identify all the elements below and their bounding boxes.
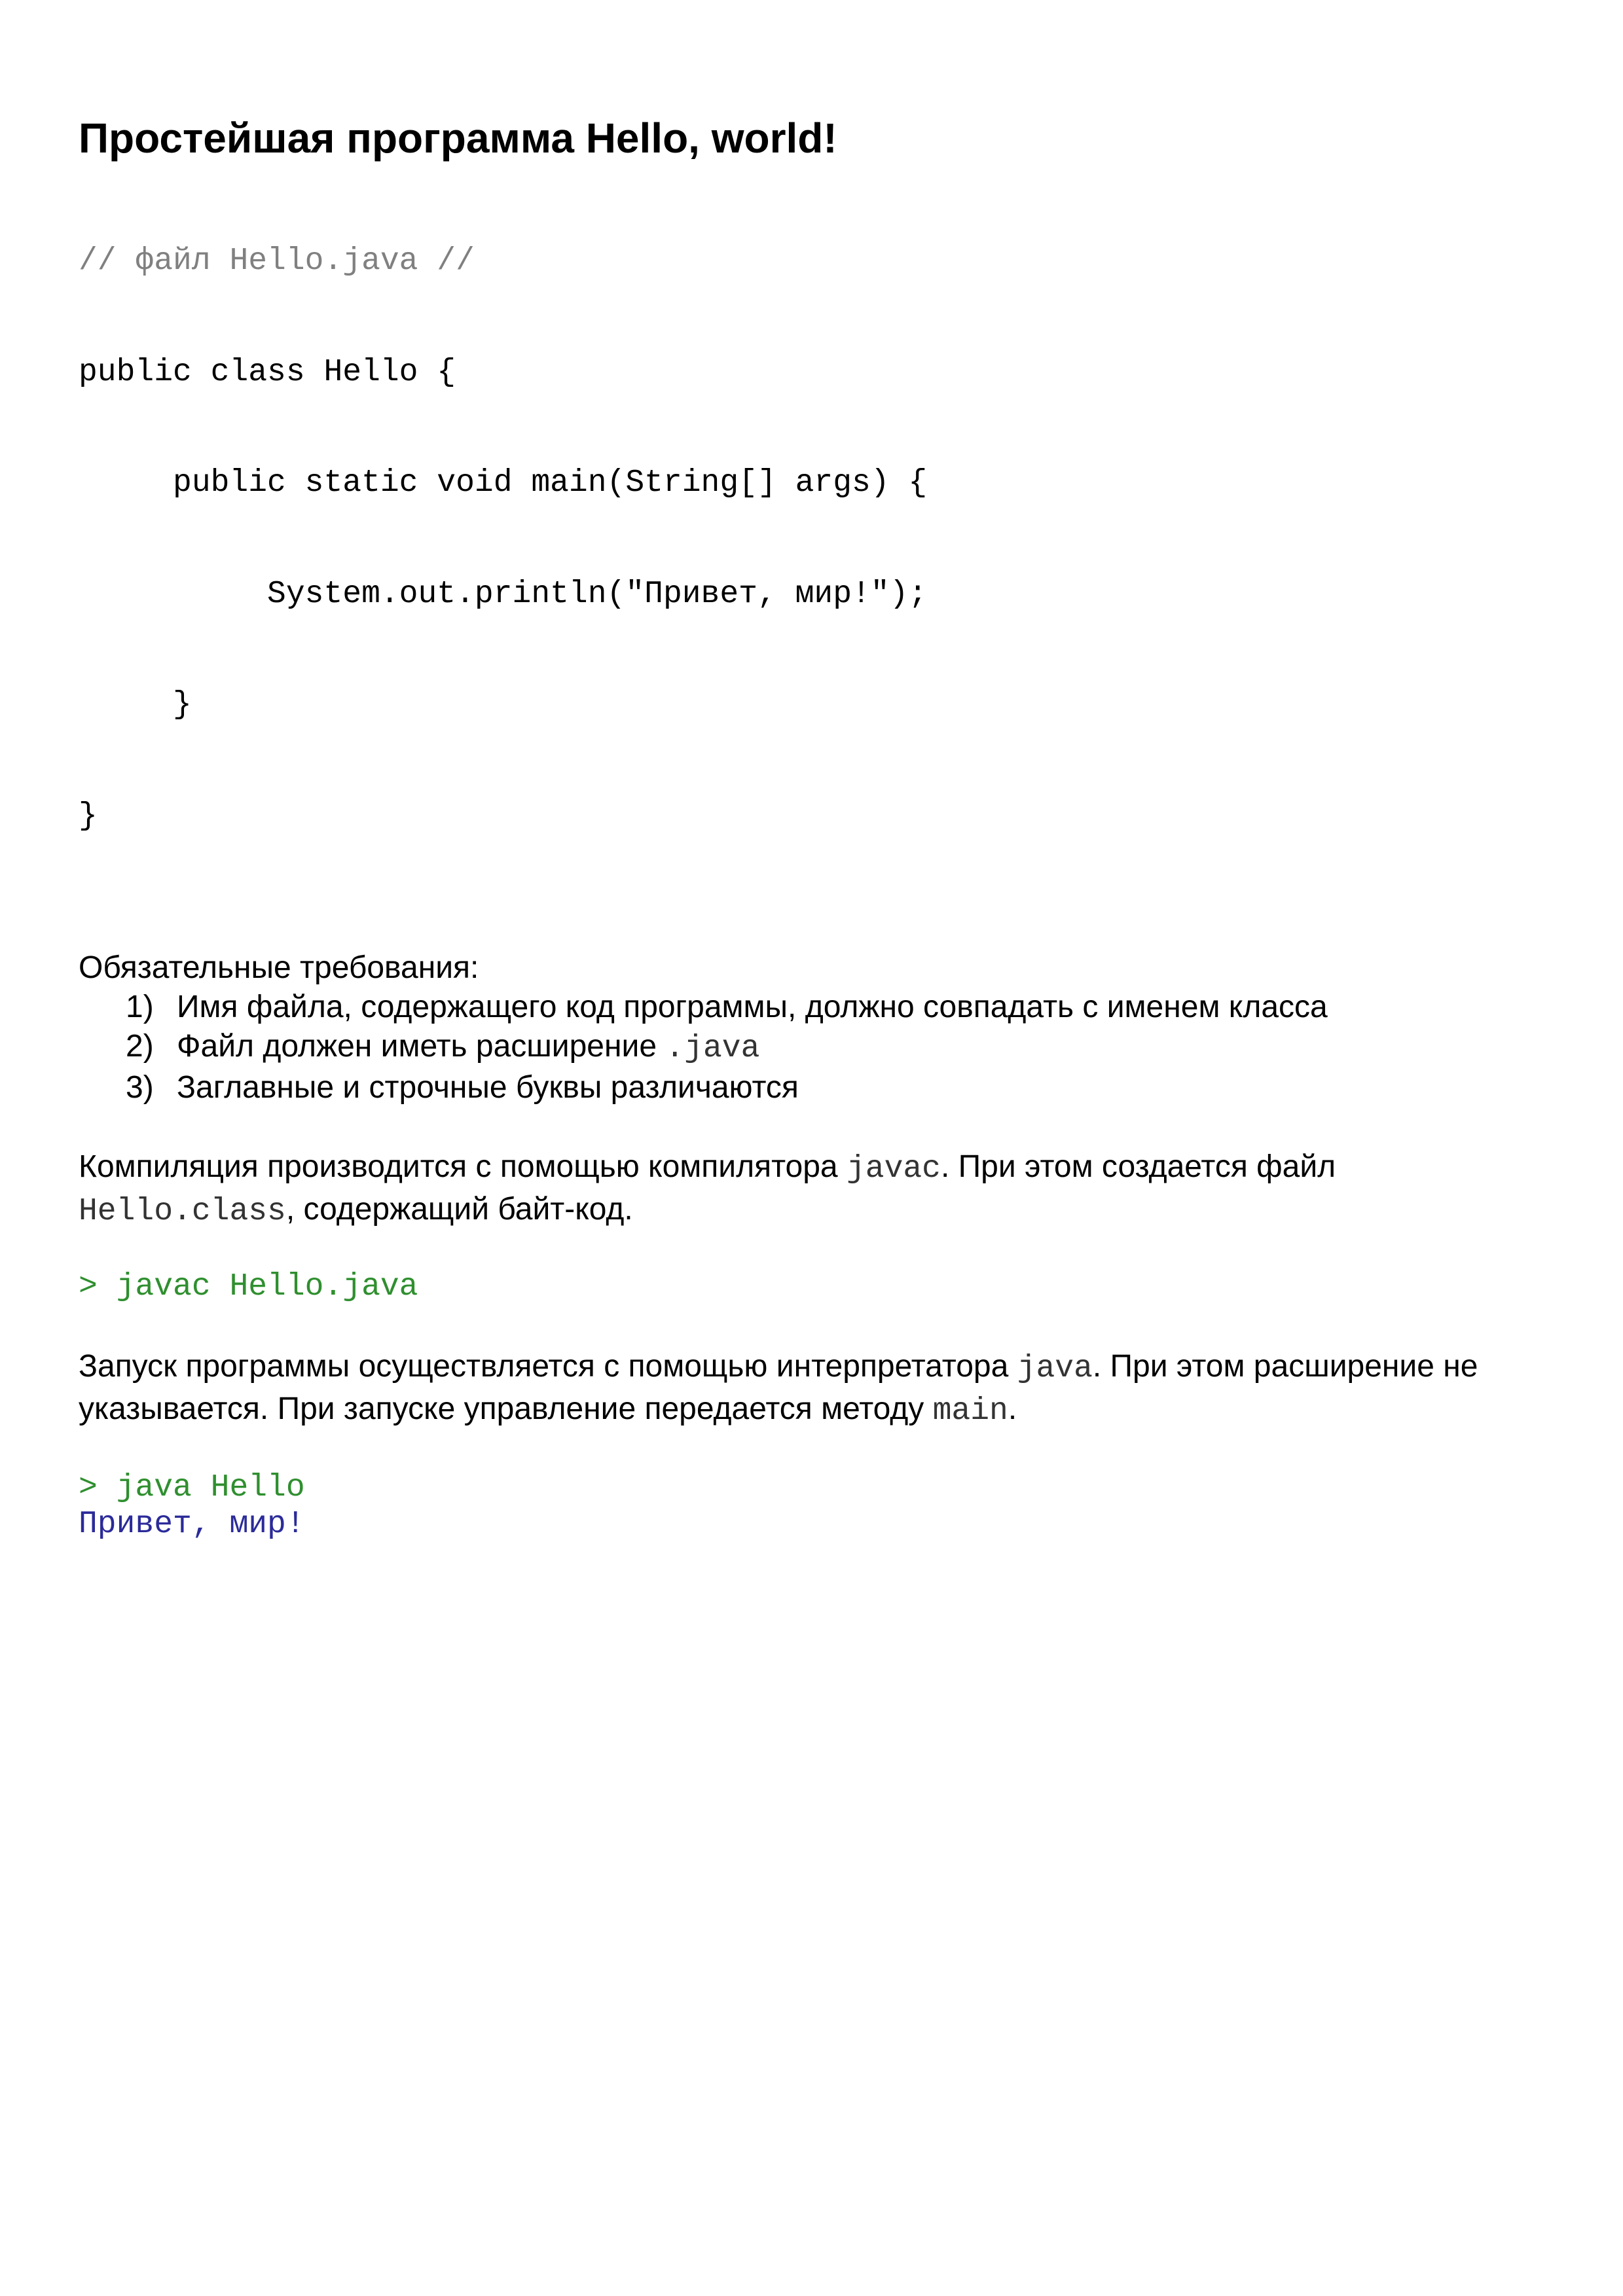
code-line: public static void main(String[] args) {	[79, 465, 928, 501]
compile-text: , содержащий байт-код.	[285, 1192, 633, 1227]
run-text: .	[1008, 1391, 1017, 1426]
compiler-name: javac	[846, 1151, 941, 1187]
code-line: System.out.println("Привет, мир!");	[79, 576, 928, 612]
list-item-text: Заглавные и строчные буквы различаются	[177, 1070, 799, 1105]
code-line: }	[79, 687, 192, 723]
run-text: . При этом расширение не указывается. При запуске управление передается методу	[79, 1348, 1478, 1426]
requirements-title: Обязательные требования:	[79, 950, 479, 985]
run-paragraph	[79, 1346, 1545, 1431]
compile-command: > javac Hello.java	[79, 1269, 418, 1304]
requirements-list	[79, 988, 1545, 1107]
list-item	[79, 1068, 1545, 1107]
method-name: main	[932, 1393, 1008, 1429]
list-item-text: Файл должен иметь расширение	[177, 1029, 666, 1064]
list-item-number: 2)	[126, 1029, 154, 1064]
code-line: public class Hello {	[79, 354, 456, 390]
compile-text: Компиляция производится с помощью компилятора	[79, 1149, 847, 1184]
run-text: Запуск программы осуществляется с помощью интерпретатора	[79, 1348, 1017, 1384]
code-comment: // файл Hello.java //	[79, 243, 475, 279]
program-output: Привет, мир!	[79, 1507, 305, 1542]
list-item-text: Имя файла, содержащего код программы, должно совпадать с именем класса	[177, 990, 1328, 1024]
compile-text: . При этом создается файл	[940, 1149, 1336, 1184]
list-item-number: 3)	[126, 1070, 154, 1105]
class-file-name: Hello.class	[79, 1194, 286, 1229]
list-item-code: .java	[665, 1031, 760, 1066]
page-title: Простейшая программа Hello, world!	[79, 115, 837, 162]
run-command: > java Hello	[79, 1469, 305, 1505]
code-block	[79, 169, 1545, 908]
compile-paragraph	[79, 1147, 1545, 1232]
document-page	[79, 111, 1545, 1543]
interpreter-name: java	[1017, 1350, 1093, 1386]
list-item-number: 1)	[126, 990, 154, 1024]
list-item	[79, 988, 1545, 1027]
code-line: }	[79, 798, 98, 834]
list-item	[79, 1027, 1545, 1068]
